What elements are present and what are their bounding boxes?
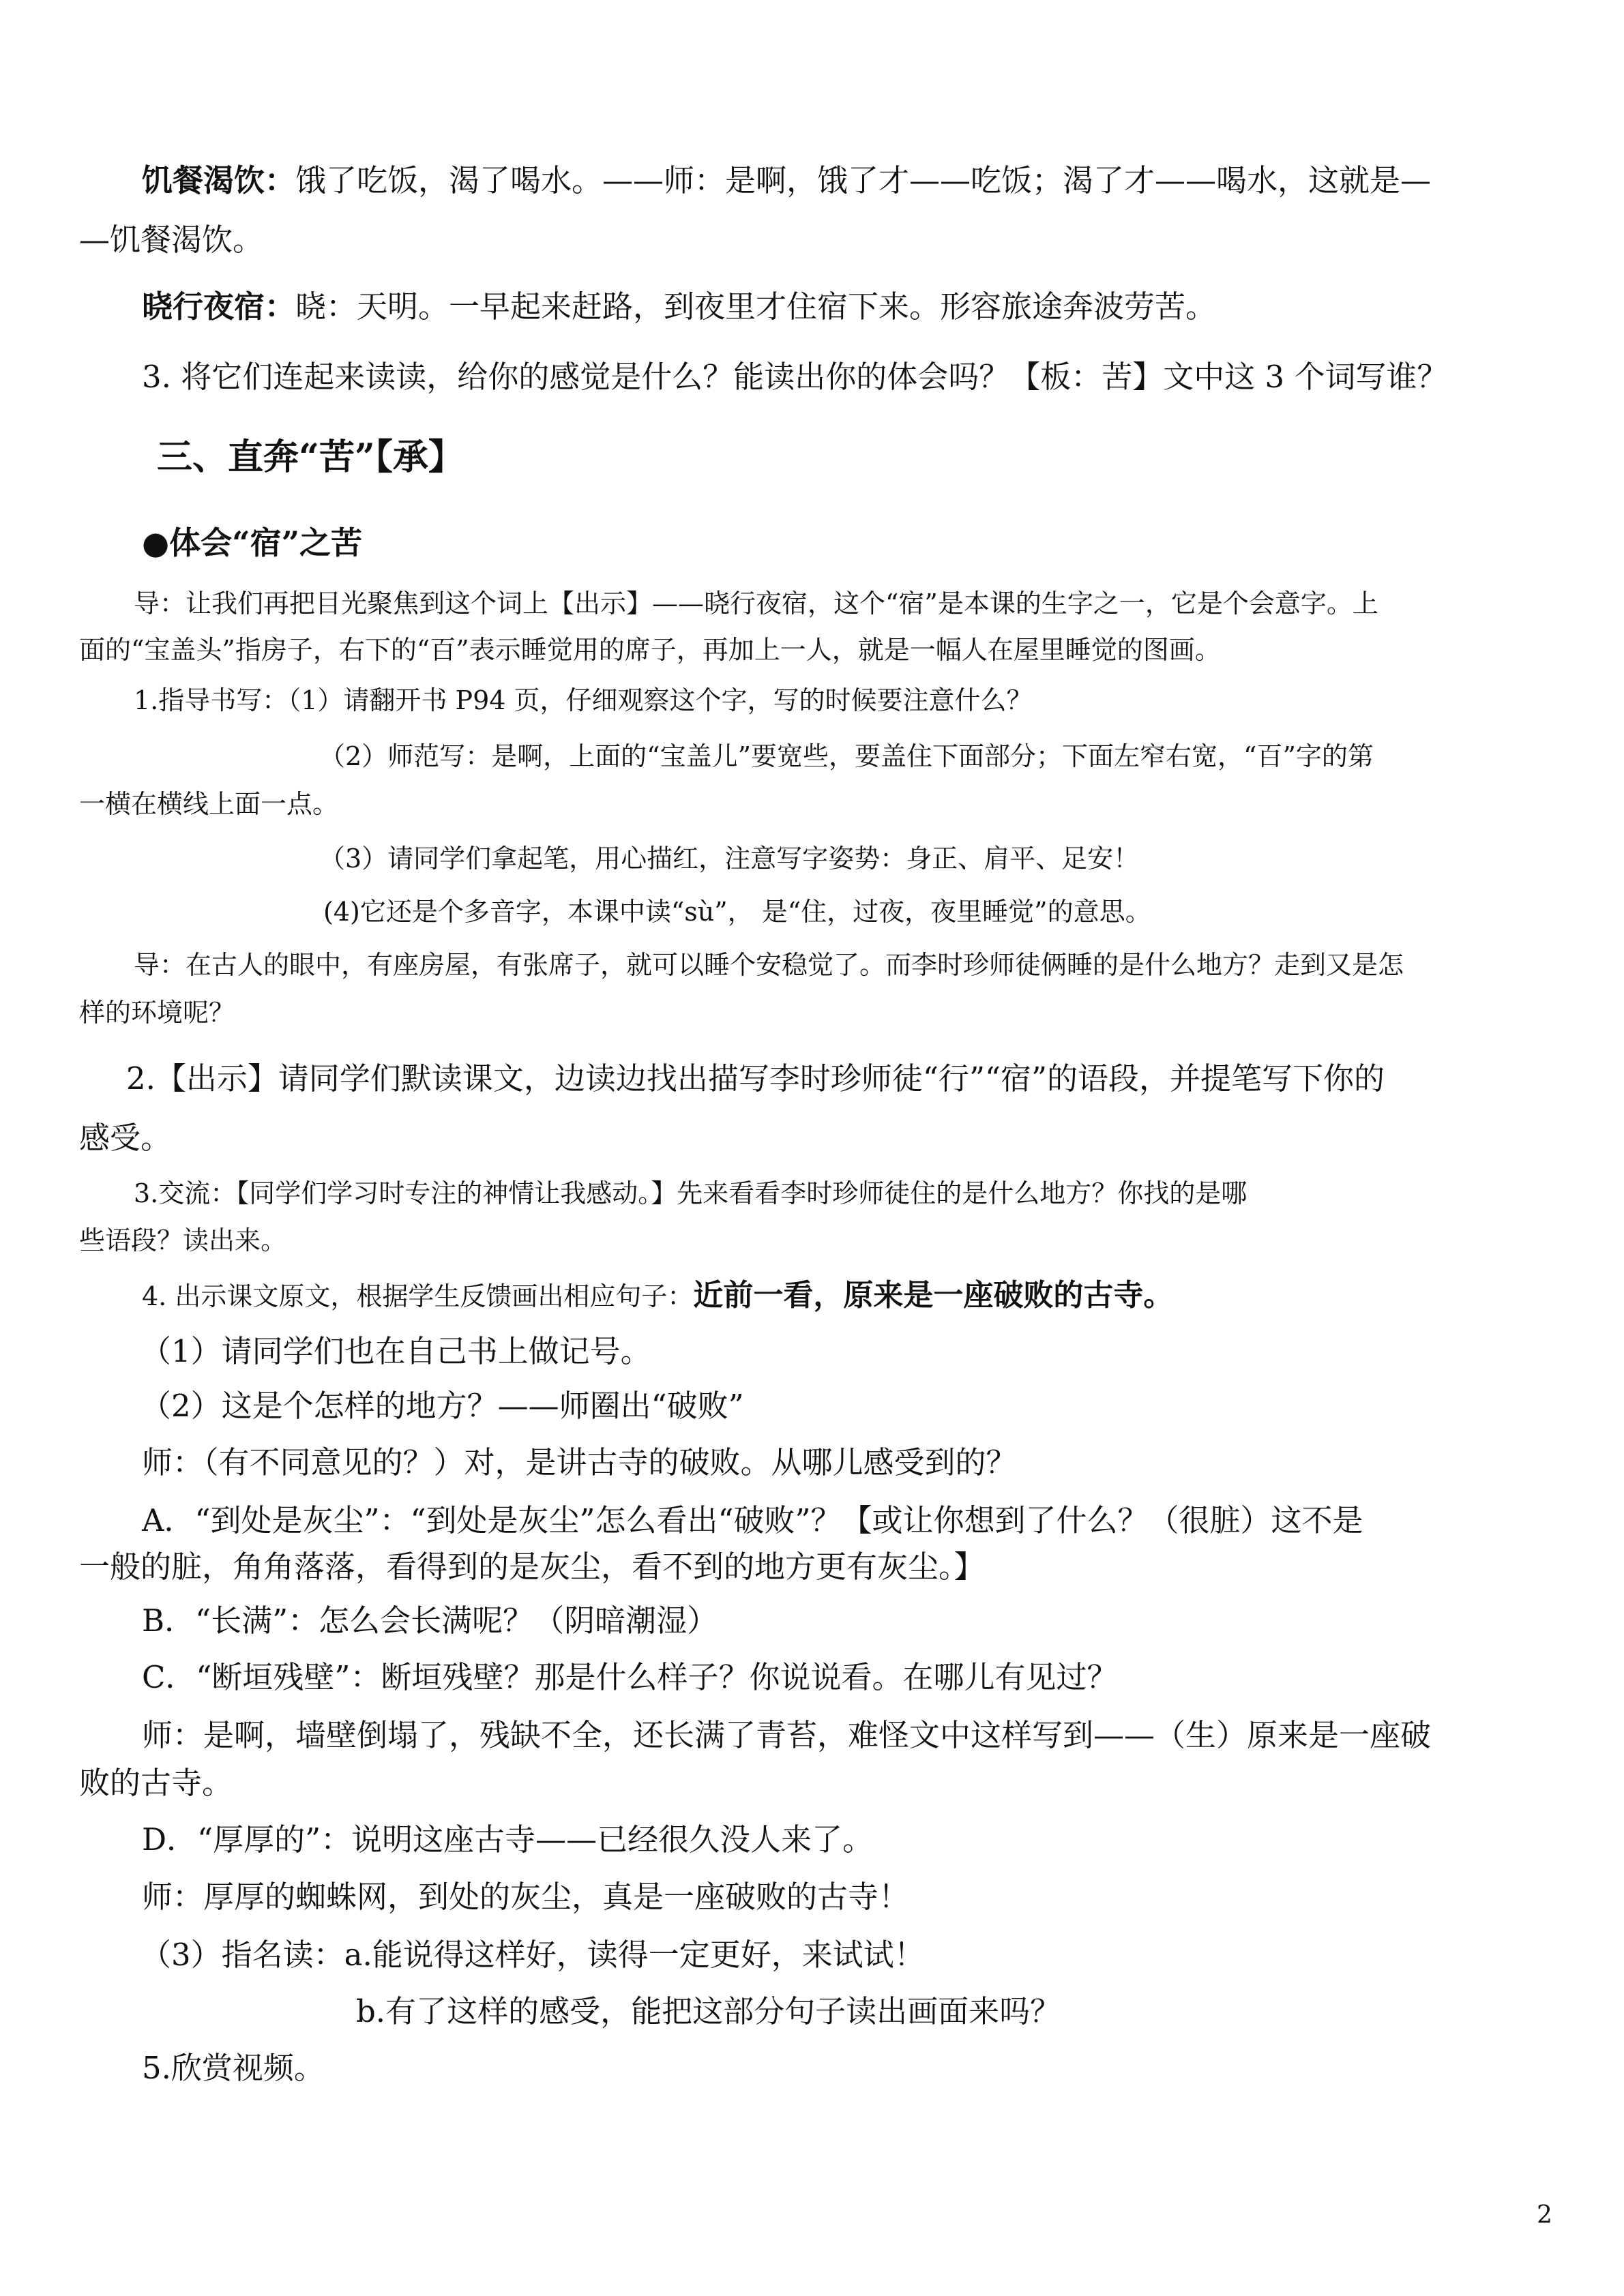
sub-step: （1）请同学们也在自己书上做记号。 xyxy=(141,1333,651,1369)
item-a-cont: 一般的脏，角角落落，看得到的是灰尘，看不到的地方更有灰尘。】 xyxy=(79,1549,985,1585)
subheading: ●体会“宿”之苦 xyxy=(142,524,363,561)
term-definition: 晓：天明。一早起来赶路，到夜里才住宿下来。形容旅途奔波劳苦。 xyxy=(295,288,1217,325)
quote-sentence: 近前一看，原来是一座破败的古寺。 xyxy=(693,1278,1174,1313)
term-label: 饥餐渴饮： xyxy=(142,162,296,198)
sub-step-cont: b.有了这样的感受，能把这部分句子读出画面来吗？ xyxy=(356,1993,1061,2029)
item-b: B．“长满”：怎么会长满呢？（阴暗潮湿） xyxy=(142,1602,718,1639)
paragraph-term-2 xyxy=(142,282,1216,326)
writing-step-2: （2）师范写：是啊，上面的“宝盖儿”要宽些，要盖住下面部分；下面左窄右宽，“百”字的第 xyxy=(319,741,1374,771)
item-c: C．“断垣残壁”：断垣残壁？那是什么样子？你说说看。在哪儿有见过？ xyxy=(142,1659,1118,1695)
writing-step-1: 1.指导书写：（1）请翻开书 P94 页，仔细观察这个字，写的时候要注意什么？ xyxy=(134,685,1033,715)
teacher-line: 师：（有不同意见的？）对，是讲古寺的破败。从哪儿感受到的？ xyxy=(142,1444,1017,1480)
writing-step-3: （3）请同学们拿起笔，用心描红，注意写字姿势：身正、肩平、足安！ xyxy=(319,844,1140,874)
sub-step: （2）这是个怎样的地方？——师圈出“破败” xyxy=(141,1388,744,1424)
guide-text: 导：在古人的眼中，有座房屋，有张席子，就可以睡个安稳觉了。而李时珍师徒俩睡的是什么地方？走到又是怎 xyxy=(134,950,1404,980)
term-definition: 饿了吃饭，渴了喝水。——师：是啊，饿了才——吃饭；渴了才——喝水，这就是— xyxy=(295,162,1432,198)
paragraph-step-3: 3. 将它们连起来读读，给你的感觉是什么？能读出你的体会吗？【板：苦】文中这 3 个词写谁？ xyxy=(142,359,1448,395)
item-d: D．“厚厚的”：说明这座古寺——已经很久没人来了。 xyxy=(142,1821,874,1858)
step-3: 3.交流：【同学们学习时专注的神情让我感动。】先来看看李时珍师徒住的是什么地方？你找的是哪 xyxy=(134,1178,1247,1208)
paragraph-term-1 xyxy=(142,155,1431,200)
step-4-intro: 4. 出示课文原文，根据学生反馈画出相应句子： xyxy=(142,1281,694,1311)
page-number: 2 xyxy=(1537,2201,1552,2229)
writing-step-2-cont: 一横在横线上面一点。 xyxy=(79,789,339,819)
step-2: 2.【出示】请同学们默读课文，边读边找出描写李时珍师徒“行”“宿”的语段，并提笔写下你的 xyxy=(126,1060,1385,1097)
guide-text: 样的环境呢？ xyxy=(79,998,235,1028)
sub-step: （3）指名读：a.能说得这样好，读得一定更好，来试试！ xyxy=(141,1937,925,1973)
teacher-line: 师：是啊，墙壁倒塌了，残缺不全，还长满了青苔，难怪文中这样写到——（生）原来是一座破 xyxy=(142,1717,1432,1753)
term-label: 晓行夜宿： xyxy=(142,288,296,325)
guide-text: 导：让我们再把目光聚焦到这个词上【出示】——晓行夜宿，这个“宿”是本课的生字之一，它是个会意字。上 xyxy=(134,588,1378,618)
teacher-line-cont: 败的古寺。 xyxy=(79,1765,233,1801)
writing-step-4: (4)它还是个多音字，本课中读“sù”， 是“住，过夜，夜里睡觉”的意思。 xyxy=(323,897,1151,927)
paragraph-line: —饥餐渴饮。 xyxy=(79,222,264,258)
teacher-line: 师：厚厚的蜘蛛网，到处的灰尘，真是一座破败的古寺！ xyxy=(142,1879,910,1915)
step-5: 5.欣赏视频。 xyxy=(142,2050,325,2086)
step-3-cont: 些语段？读出来。 xyxy=(79,1225,287,1255)
step-2-cont: 感受。 xyxy=(79,1120,172,1156)
guide-text: 面的“宝盖头”指房子，右下的“百”表示睡觉用的席子，再加上一人，就是一幅人在屋里睡觉的图画。 xyxy=(79,635,1221,665)
item-a: A．“到处是灰尘”：“到处是灰尘”怎么看出“破败”？【或让你想到了什么？（很脏）这不是 xyxy=(142,1502,1363,1538)
step-4 xyxy=(142,1270,1173,1314)
section-heading: 三、直奔“苦”【承】 xyxy=(157,436,464,478)
